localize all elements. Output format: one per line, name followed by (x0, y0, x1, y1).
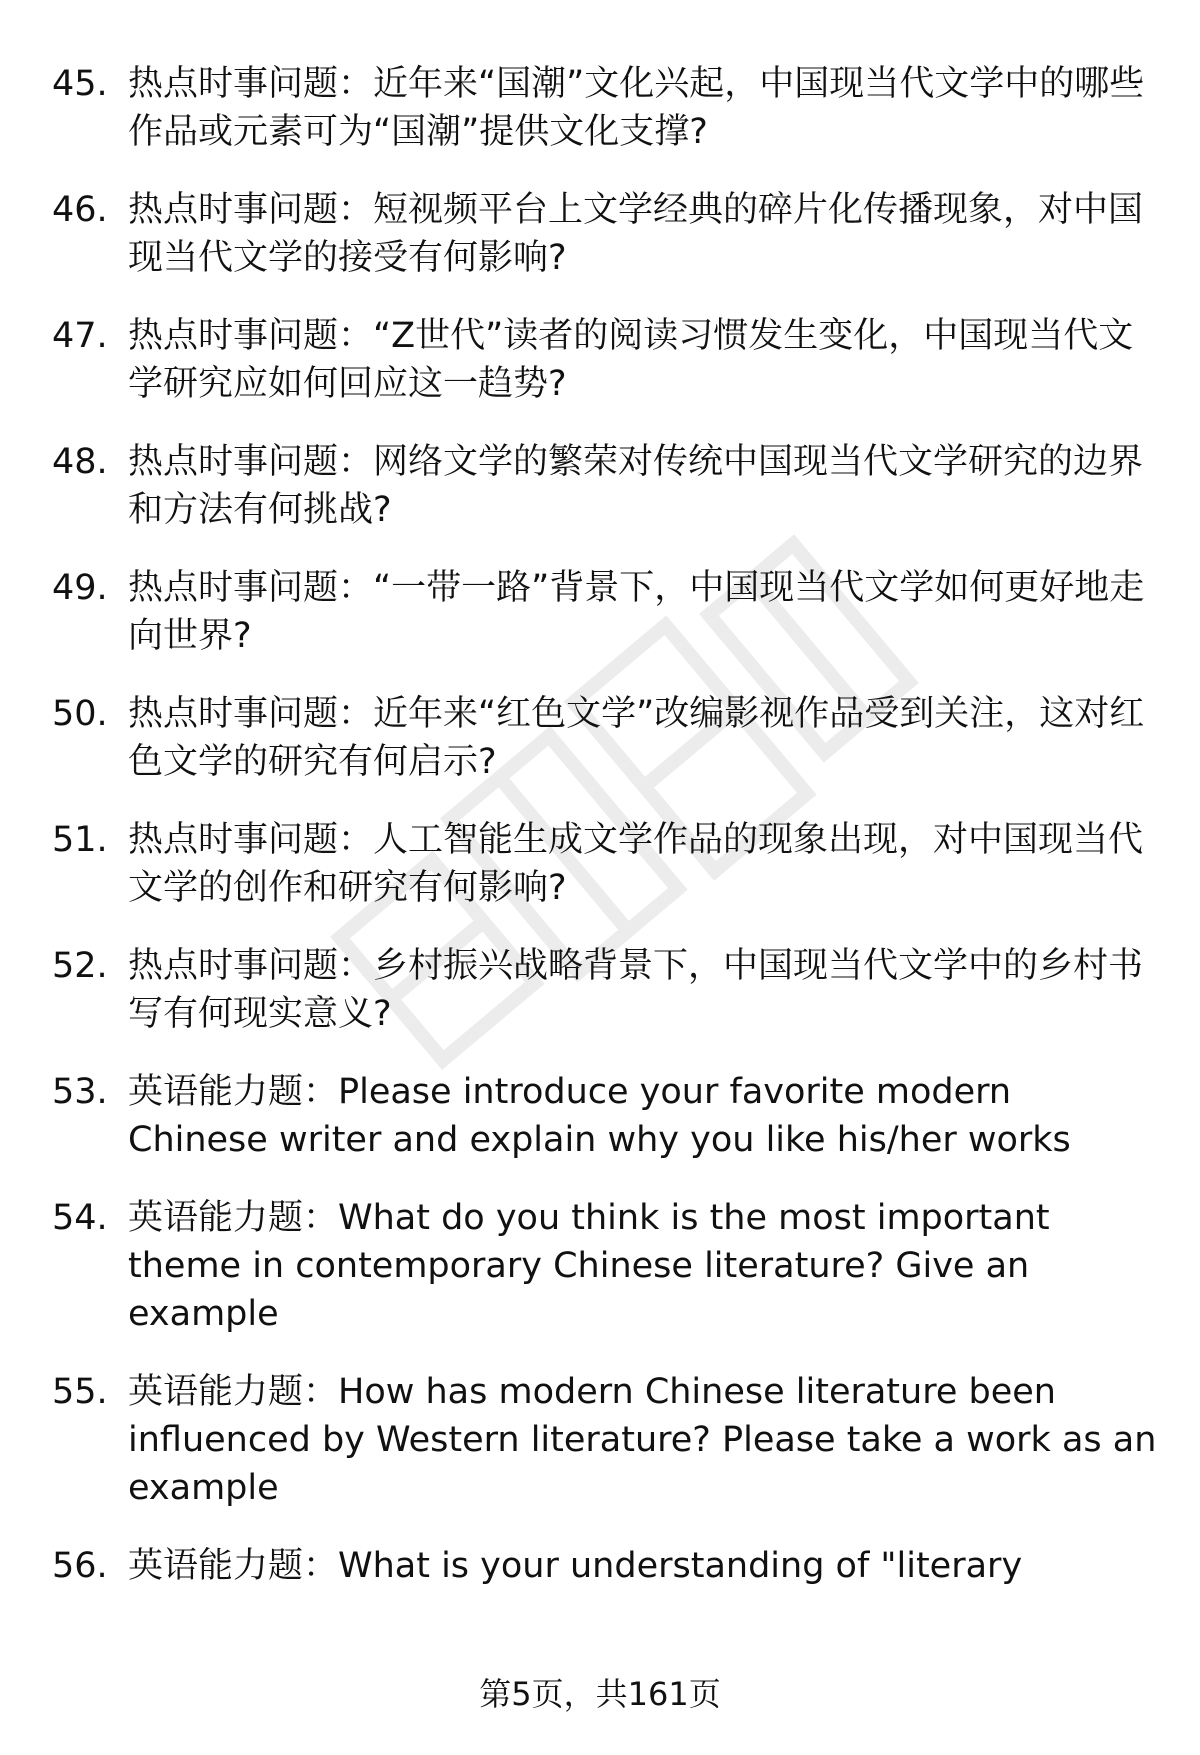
question-text: 英语能力题：What is your understanding of "literary (128, 1546, 1023, 1586)
question-number: 49. (52, 568, 108, 608)
question-text: 热点时事问题：“一带一路”背景下，中国现当代文学如何更好地走向世界? (128, 568, 1145, 656)
question-item (52, 942, 1162, 1038)
question-text: 英语能力题：What do you think is the most important theme in contemporary Chinese literature? Give an example (128, 1198, 1050, 1334)
question-text: 热点时事问题：人工智能生成文学作品的现象出现，对中国现当代文学的创作和研究有何影响? (128, 820, 1144, 908)
question-number: 51. (52, 820, 108, 860)
question-text: 热点时事问题：短视频平台上文学经典的碎片化传播现象，对中国现当代文学的接受有何影响? (128, 190, 1144, 278)
question-number: 52. (52, 946, 108, 986)
question-number: 56. (52, 1546, 108, 1586)
question-item (52, 564, 1162, 660)
question-item (52, 690, 1162, 786)
question-number: 53. (52, 1072, 108, 1112)
question-list (52, 60, 1162, 1620)
question-item (52, 438, 1162, 534)
question-item (52, 312, 1162, 408)
question-number: 45. (52, 64, 108, 104)
question-item (52, 1368, 1162, 1512)
question-number: 54. (52, 1198, 108, 1238)
question-text: 英语能力题：How has modern Chinese literature been influenced by Western literature? Please take a work as an example (128, 1372, 1157, 1508)
question-number: 48. (52, 442, 108, 482)
page-footer: 第5页，共161页 (479, 1675, 721, 1713)
question-item (52, 1194, 1162, 1338)
question-number: 47. (52, 316, 108, 356)
question-text: 热点时事问题：近年来“国潮”文化兴起，中国现当代文学中的哪些作品或元素可为“国潮”提供文化支撑? (128, 64, 1145, 152)
question-text: 英语能力题：Please introduce your favorite modern Chinese writer and explain why you like his/her works (128, 1072, 1071, 1160)
question-text: 热点时事问题：“Z世代”读者的阅读习惯发生变化，中国现当代文学研究应如何回应这一趋势? (128, 316, 1134, 404)
question-text: 热点时事问题：乡村振兴战略背景下，中国现当代文学中的乡村书写有何现实意义? (128, 946, 1144, 1034)
question-number: 46. (52, 190, 108, 230)
question-text: 热点时事问题：网络文学的繁荣对传统中国现当代文学研究的边界和方法有何挑战? (128, 442, 1144, 530)
question-item (52, 1068, 1162, 1164)
question-item (52, 186, 1162, 282)
question-item (52, 1542, 1162, 1590)
question-item (52, 60, 1162, 156)
question-number: 55. (52, 1372, 108, 1412)
question-item (52, 816, 1162, 912)
question-number: 50. (52, 694, 108, 734)
question-text: 热点时事问题：近年来“红色文学”改编影视作品受到关注，这对红色文学的研究有何启示? (128, 694, 1145, 782)
